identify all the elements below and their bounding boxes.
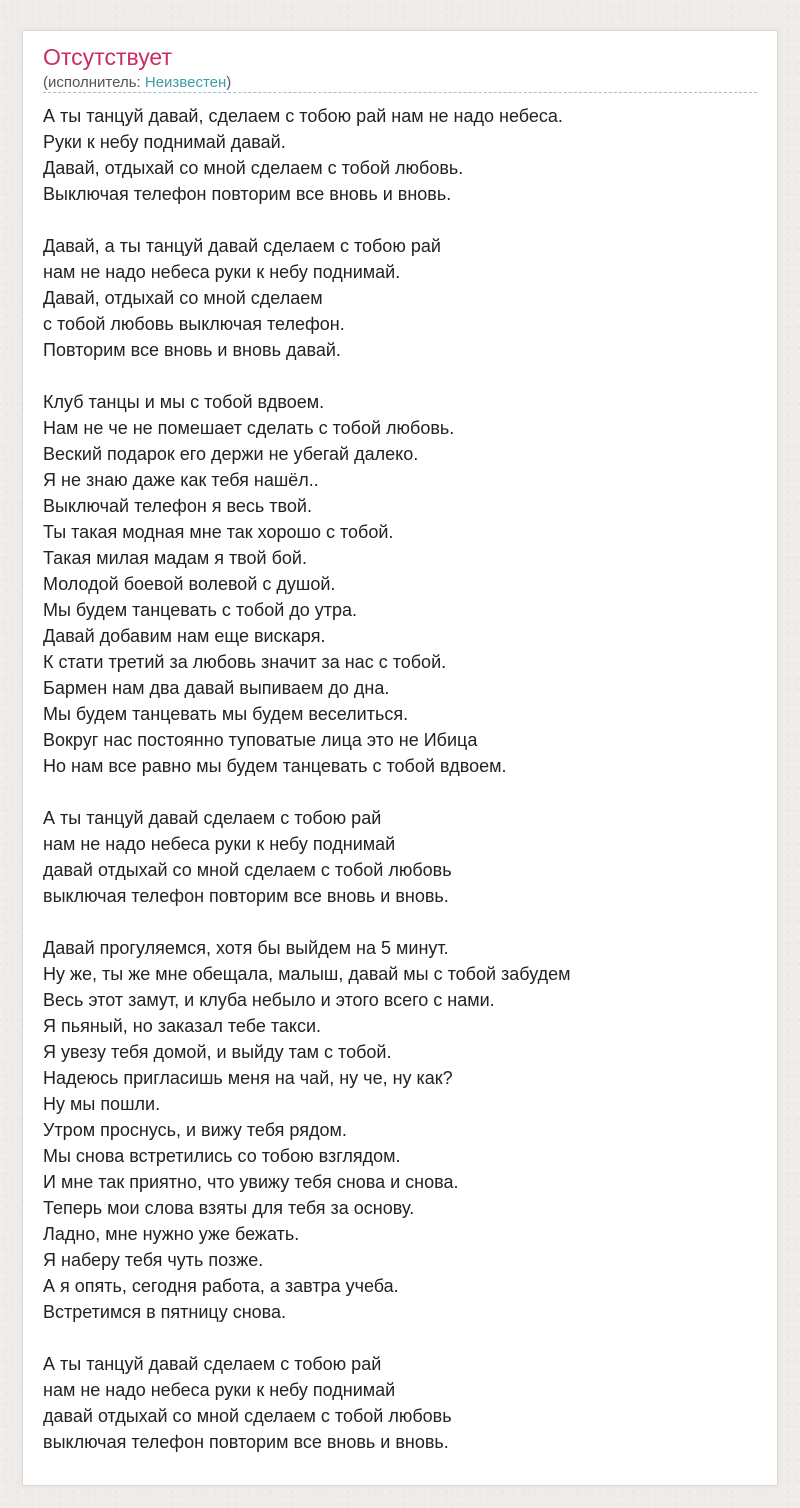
artist-prefix: (исполнитель: [43,74,145,91]
lyric-line: Выключая телефон повторим все вновь и вновь. [43,184,452,204]
lyrics-body [43,103,763,1455]
lyrics-card [22,30,778,1486]
lyric-line: Выключай телефон я весь твой. [43,496,312,516]
lyric-line: Утром проснусь, и вижу тебя рядом. [43,1120,347,1140]
lyric-line: Веский подарок его держи не убегай далеко. [43,444,419,464]
lyric-line: Я пьяный, но заказал тебе такси. [43,1016,322,1036]
lyric-line: давай отдыхай со мной сделаем с тобой любовь [43,1406,452,1426]
lyric-line: нам не надо небеса руки к небу поднимай [43,834,396,854]
lyric-line: А ты танцуй давай сделаем с тобою рай [43,808,382,828]
lyric-line: Мы будем танцевать мы будем веселиться. [43,704,409,724]
song-title: Отсутствует [43,44,172,70]
lyric-line: Молодой боевой волевой с душой. [43,574,336,594]
lyric-line: Встретимся в пятницу снова. [43,1302,287,1322]
lyric-line: Надеюсь пригласишь меня на чай, ну че, ну как? [43,1068,453,1088]
lyric-line: Давай добавим нам еще вискаря. [43,626,326,646]
artist-suffix: ) [226,74,232,91]
lyric-line: выключая телефон повторим все вновь и вновь. [43,886,449,906]
lyric-line: Ну же, ты же мне обещала, малыш, давай мы с тобой забудем [43,964,571,984]
lyrics-stanza [43,935,763,1325]
lyric-line: Давай, а ты танцуй давай сделаем с тобою рай [43,236,441,256]
lyric-line: с тобой любовь выключая телефон. [43,314,345,334]
lyric-line: Нам не че не помешает сделать с тобой любовь. [43,418,455,438]
lyrics-stanza [43,805,763,909]
lyric-line: А я опять, сегодня работа, а завтра учеба. [43,1276,399,1296]
lyric-line: И мне так приятно, что увижу тебя снова и снова. [43,1172,459,1192]
lyric-line: Ладно, мне нужно уже бежать. [43,1224,300,1244]
lyric-line: Давай, отдыхай со мной сделаем [43,288,323,308]
lyric-line: давай отдыхай со мной сделаем с тобой любовь [43,860,452,880]
lyric-line: Руки к небу поднимай давай. [43,132,286,152]
lyric-line: К стати третий за любовь значит за нас с тобой. [43,652,447,672]
lyric-line: Клуб танцы и мы с тобой вдвоем. [43,392,325,412]
lyrics-stanza [43,1351,763,1455]
lyrics-stanza [43,233,763,363]
lyrics-stanza [43,103,763,207]
artist-link[interactable]: Неизвестен [144,74,227,91]
lyric-line: Вокруг нас постоянно туповатые лица это не Ибица [43,730,478,750]
lyric-line: Я не знаю даже как тебя нашёл.. [43,470,319,490]
lyric-line: Мы будем танцевать с тобой до утра. [43,600,358,620]
lyric-line: Весь этот замут, и клуба небыло и этого всего с нами. [43,990,495,1010]
lyric-line: Давай прогуляемся, хотя бы выйдем на 5 минут. [43,938,449,958]
lyric-line: Мы снова встретились со тобою взглядом. [43,1146,401,1166]
lyric-line: нам не надо небеса руки к небу поднимай. [43,262,401,282]
lyric-line: Теперь мои слова взяты для тебя за основу. [43,1198,415,1218]
lyric-line: выключая телефон повторим все вновь и вновь. [43,1432,449,1452]
lyric-line: Ну мы пошли. [43,1094,161,1114]
lyric-line: Такая милая мадам я твой бой. [43,548,307,568]
lyric-line: А ты танцуй давай сделаем с тобою рай [43,1354,382,1374]
title-divider [43,92,757,93]
lyric-line: Но нам все равно мы будем танцевать с тобой вдвоем. [43,756,507,776]
lyric-line: А ты танцуй давай, сделаем с тобою рай нам не надо небеса. [43,106,563,126]
artist-line [43,73,231,93]
lyric-line: Я наберу тебя чуть позже. [43,1250,264,1270]
lyric-line: нам не надо небеса руки к небу поднимай [43,1380,396,1400]
lyric-line: Бармен нам два давай выпиваем до дна. [43,678,390,698]
lyric-line: Я увезу тебя домой, и выйду там с тобой. [43,1042,392,1062]
lyric-line: Давай, отдыхай со мной сделаем с тобой любовь. [43,158,464,178]
lyrics-stanza [43,389,763,779]
lyric-line: Повторим все вновь и вновь давай. [43,340,341,360]
lyric-line: Ты такая модная мне так хорошо с тобой. [43,522,394,542]
